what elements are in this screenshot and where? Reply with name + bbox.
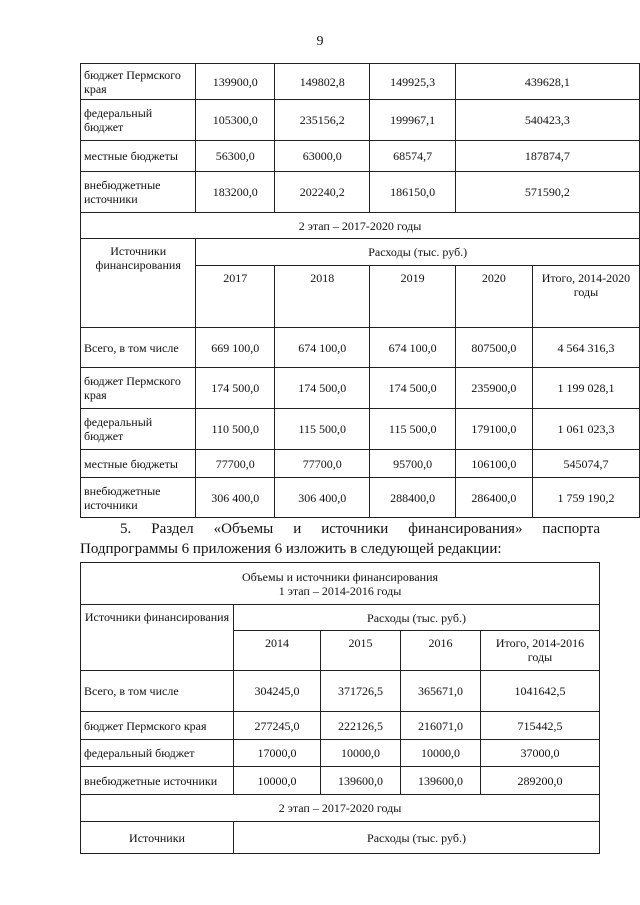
value-cell: 174 500,0 bbox=[370, 368, 455, 409]
table-row bbox=[81, 64, 640, 100]
value-cell: 149925,3 bbox=[370, 64, 455, 100]
source-label: Всего, в том числе bbox=[81, 328, 196, 368]
paragraph-word: финансирования» bbox=[408, 521, 523, 537]
paragraph-word: 5. bbox=[120, 521, 132, 537]
source-label: федеральный бюджет bbox=[81, 409, 196, 450]
year-header: 2018 bbox=[275, 266, 370, 328]
year-header: 2016 bbox=[401, 631, 481, 671]
expenses-header: Расходы (тыс. руб.) bbox=[234, 822, 600, 854]
source-label: внебюджетные источники bbox=[81, 478, 196, 518]
total-cell: 289200,0 bbox=[481, 767, 600, 795]
paragraph-word: Раздел bbox=[151, 521, 194, 537]
value-cell: 105300,0 bbox=[196, 100, 275, 141]
value-cell: 306 400,0 bbox=[275, 478, 370, 518]
table-title bbox=[81, 563, 600, 605]
source-label: федеральный бюджет bbox=[81, 100, 196, 141]
header-row bbox=[81, 822, 600, 854]
expenses-header: Расходы (тыс. руб.) bbox=[196, 239, 640, 266]
source-label: Всего, в том числе bbox=[81, 671, 234, 712]
value-cell: 674 100,0 bbox=[370, 328, 455, 368]
value-cell: 807500,0 bbox=[455, 328, 532, 368]
total-header: Итого, 2014-2016 годы bbox=[481, 631, 600, 671]
value-cell: 139600,0 bbox=[321, 767, 401, 795]
year-header: 2015 bbox=[321, 631, 401, 671]
value-cell: 139600,0 bbox=[401, 767, 481, 795]
sources-header: Источники bbox=[81, 822, 234, 854]
value-cell: 110 500,0 bbox=[196, 409, 275, 450]
value-cell: 77700,0 bbox=[275, 450, 370, 478]
value-cell: 56300,0 bbox=[196, 141, 275, 172]
value-cell: 235156,2 bbox=[275, 100, 370, 141]
table-row bbox=[81, 172, 640, 213]
expenses-header: Расходы (тыс. руб.) bbox=[234, 605, 600, 631]
value-cell: 115 500,0 bbox=[275, 409, 370, 450]
total-cell: 187874,7 bbox=[455, 141, 639, 172]
value-cell: 63000,0 bbox=[275, 141, 370, 172]
value-cell: 186150,0 bbox=[370, 172, 455, 213]
value-cell: 77700,0 bbox=[196, 450, 275, 478]
value-cell: 174 500,0 bbox=[275, 368, 370, 409]
value-cell: 235900,0 bbox=[455, 368, 532, 409]
total-header: Итого, 2014-2020 годы bbox=[532, 266, 639, 328]
value-cell: 306 400,0 bbox=[196, 478, 275, 518]
table-row bbox=[81, 671, 600, 712]
value-cell: 95700,0 bbox=[370, 450, 455, 478]
value-cell: 115 500,0 bbox=[370, 409, 455, 450]
table-row bbox=[81, 712, 600, 740]
paragraph-word: «Объемы bbox=[213, 521, 274, 537]
table-row bbox=[81, 368, 640, 409]
value-cell: 304245,0 bbox=[234, 671, 321, 712]
page-number: 9 bbox=[316, 34, 324, 49]
stage-title-row bbox=[81, 795, 600, 822]
source-label: внебюджетные источники bbox=[81, 172, 196, 213]
total-cell: 1 061 023,3 bbox=[532, 409, 639, 450]
value-cell: 371726,5 bbox=[321, 671, 401, 712]
source-label: местные бюджеты bbox=[81, 450, 196, 478]
year-header: 2019 bbox=[370, 266, 455, 328]
year-header: 2017 bbox=[196, 266, 275, 328]
source-label: внебюджетные источники bbox=[81, 767, 234, 795]
source-label: бюджет Пермского края bbox=[81, 368, 196, 409]
source-label: местные бюджеты bbox=[81, 141, 196, 172]
total-cell: 540423,3 bbox=[455, 100, 639, 141]
value-cell: 199967,1 bbox=[370, 100, 455, 141]
value-cell: 149802,8 bbox=[275, 64, 370, 100]
total-cell: 571590,2 bbox=[455, 172, 639, 213]
value-cell: 277245,0 bbox=[234, 712, 321, 740]
value-cell: 669 100,0 bbox=[196, 328, 275, 368]
value-cell: 674 100,0 bbox=[275, 328, 370, 368]
header-row bbox=[81, 605, 600, 631]
year-header: 2014 bbox=[234, 631, 321, 671]
value-cell: 10000,0 bbox=[234, 767, 321, 795]
value-cell: 10000,0 bbox=[321, 740, 401, 767]
total-cell: 715442,5 bbox=[481, 712, 600, 740]
value-cell: 365671,0 bbox=[401, 671, 481, 712]
source-label: бюджет Пермского края bbox=[81, 712, 234, 740]
value-cell: 288400,0 bbox=[370, 478, 455, 518]
total-cell: 1 759 190,2 bbox=[532, 478, 639, 518]
table-row bbox=[81, 328, 640, 368]
sources-header: Источники финансирования bbox=[81, 605, 234, 671]
value-cell: 174 500,0 bbox=[196, 368, 275, 409]
financing-table bbox=[80, 562, 600, 854]
total-cell: 37000,0 bbox=[481, 740, 600, 767]
total-cell: 545074,7 bbox=[532, 450, 639, 478]
value-cell: 179100,0 bbox=[455, 409, 532, 450]
table-row bbox=[81, 767, 600, 795]
header-row bbox=[81, 239, 640, 266]
stage-title-row bbox=[81, 213, 640, 239]
stage-title: 2 этап – 2017-2020 годы bbox=[81, 213, 640, 239]
value-cell: 17000,0 bbox=[234, 740, 321, 767]
value-cell: 10000,0 bbox=[401, 740, 481, 767]
paragraph-word: и bbox=[293, 521, 302, 537]
table-row bbox=[81, 450, 640, 478]
table-row bbox=[81, 478, 640, 518]
table-row bbox=[81, 100, 640, 141]
value-cell: 183200,0 bbox=[196, 172, 275, 213]
table-title-line-2: 1 этап – 2014-2016 годы bbox=[278, 583, 402, 598]
paragraph-word: источники bbox=[321, 521, 389, 537]
total-cell: 1 199 028,1 bbox=[532, 368, 639, 409]
table-title-row bbox=[81, 563, 600, 605]
source-label: федеральный бюджет bbox=[81, 740, 234, 767]
paragraph-line-1 bbox=[80, 519, 600, 539]
paragraph-word: паспорта bbox=[542, 521, 600, 537]
value-cell: 139900,0 bbox=[196, 64, 275, 100]
table-row bbox=[81, 141, 640, 172]
table-title-line-1: Объемы и источники финансирования bbox=[241, 569, 439, 584]
paragraph-line-2: Подпрограммы 6 приложения 6 изложить в следующей редакции: bbox=[80, 541, 502, 557]
value-cell: 68574,7 bbox=[370, 141, 455, 172]
value-cell: 202240,2 bbox=[275, 172, 370, 213]
total-cell: 439628,1 bbox=[455, 64, 639, 100]
source-label: бюджет Пермского края bbox=[81, 64, 196, 100]
table-row bbox=[81, 740, 600, 767]
total-cell: 4 564 316,3 bbox=[532, 328, 639, 368]
value-cell: 222126,5 bbox=[321, 712, 401, 740]
stage-title: 2 этап – 2017-2020 годы bbox=[81, 795, 600, 822]
total-cell: 1041642,5 bbox=[481, 671, 600, 712]
financing-table-continued bbox=[80, 63, 640, 518]
sources-header: Источники финансирования bbox=[81, 239, 196, 328]
value-cell: 216071,0 bbox=[401, 712, 481, 740]
year-header: 2020 bbox=[455, 266, 532, 328]
table-row bbox=[81, 409, 640, 450]
value-cell: 106100,0 bbox=[455, 450, 532, 478]
value-cell: 286400,0 bbox=[455, 478, 532, 518]
